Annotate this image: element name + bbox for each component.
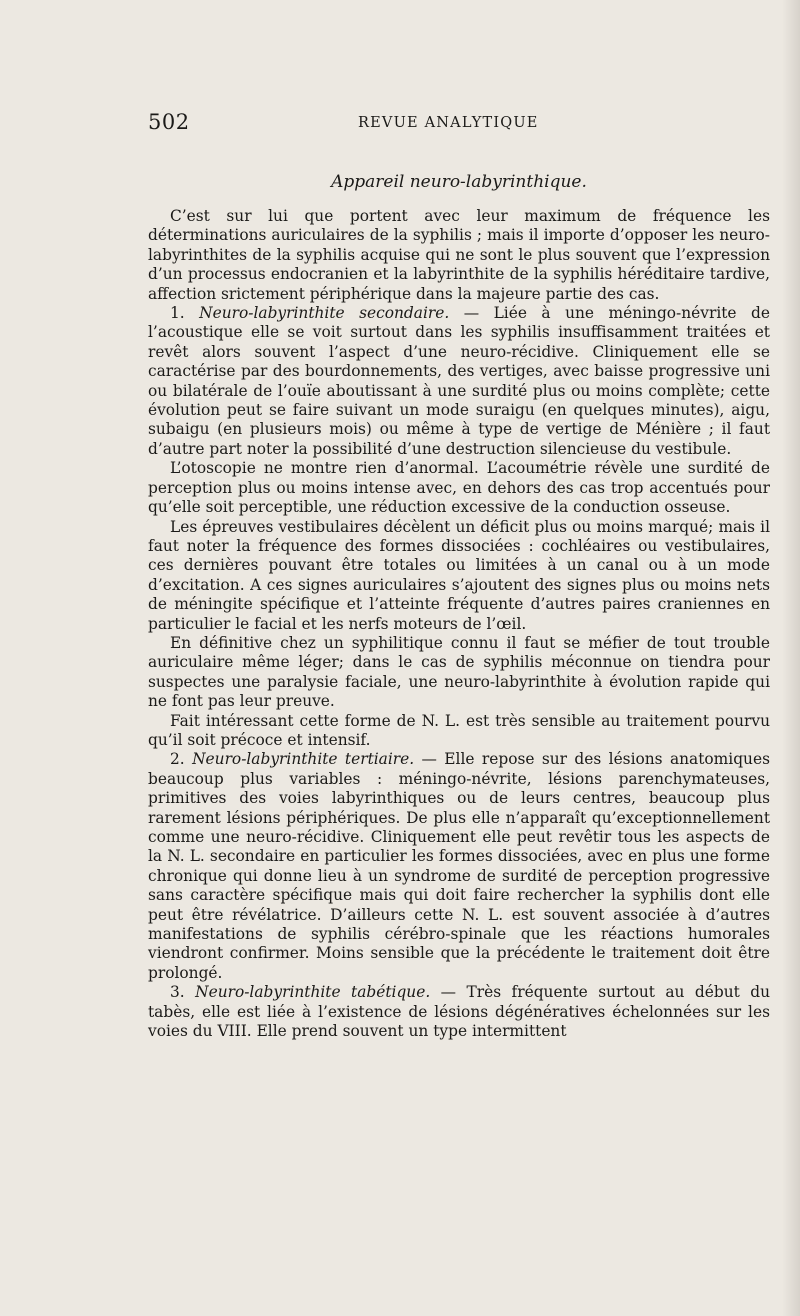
paragraph-text: — Elle repose sur des lésions anatomiques beaucoup plus variables : méningo-névrite, lésions parenchymateuses, primitives des voies labyrinthiques ou de leurs centres, beaucoup plus rarement lésions périphériques. De plus elle n’apparaît qu’exceptionnellement comme une neuro-récidive. Cliniquement elle peut revêtir tous les aspects de la N. L. secondaire en particulier les formes dissociées, avec en plus une forme chronique qui donne lieu à un syndrome de surdité de perception progressive sans caractère spécifique mais qui doit faire rechercher la syphilis dont elle peut être révélatrice. D’ailleurs cette N. L. est souvent associée à d’autres manifestations de syphilis cérébro-spinale que les réactions humorales viendront confirmer. Moins sensible que la précédente le traitement doit être prolongé. <box>148 750 770 982</box>
paragraph-text: — Très fréquente surtout au début du tabès, elle est liée à l’existence de lésions dégénératives échelonnées sur les voies du VIII. Elle prend souvent un type intermittent <box>148 983 770 1041</box>
paragraph-item-1 <box>148 304 770 459</box>
page-number: 502 <box>148 110 190 134</box>
paragraph-intro <box>148 207 770 304</box>
page-header <box>148 110 768 140</box>
paragraph-text: — Liée à une méningo-névrite de l’acoustique elle se voit surtout dans les syphilis insuffisamment traitées et revêt alors souvent l’aspect d’une neuro-récidive. Cliniquement elle se caractérise par des bourdonnements, des vertiges, avec baisse progressive uni ou bilatérale de l’ouïe aboutissant à une surdité plus ou moins complète; cette évolution peut se faire suivant un mode suraigu (en quelques minutes), aigu, subaigu (en plusieurs mois) ou même à type de vertige de Ménière ; il faut d’autre part noter la possibilité d’une destruction silencieuse du vestibule. <box>148 304 770 458</box>
paragraph-text: C’est sur lui que portent avec leur maximum de fréquence les déterminations auriculaires de la syphilis ; mais il importe d’opposer les neuro-labyrinthites de la syphilis acquise qui ne sont le plus souvent que l’expression d’un processus endocranien et la labyrinthite de la syphilis héréditaire tardive, affection srictement périphérique dans la majeure partie des cas. <box>148 207 770 303</box>
paragraph-text: En définitive chez un syphilitique connu il faut se méfier de tout trouble auriculaire même léger; dans le cas de syphilis méconnue on tiendra pour suspectes une paralysie faciale, une neuro-labyrinthite à évolution rapide qui ne font pas leur preuve. <box>148 633 770 711</box>
paragraph-fait <box>148 712 770 751</box>
item-heading: Neuro-labyrinthite tabétique. <box>195 983 431 1002</box>
paragraph-item-2 <box>148 750 770 983</box>
paragraph-text: Les épreuves vestibulaires décèlent un déficit plus ou moins marqué; mais il faut noter la fréquence des formes dissociées : cochléaires ou vestibulaires, ces dernières pouvant être totales ou limitées à un canal ou à un mode d’excitation. A ces signes auriculaires s’ajoutent des signes plus ou moins nets de méningite spécifique et l’atteinte fréquente d’autres paires craniennes en particulier le facial et les nerfs moteurs de l’œil. <box>148 517 770 633</box>
paragraph-text: Fait intéressant cette forme de N. L. est très sensible au traitement pourvu qu’il soit précoce et intensif. <box>148 711 770 749</box>
section-title: Appareil neuro-labyrinthique. <box>331 172 587 192</box>
item-heading: Neuro-labyrinthite tertiaire. <box>192 750 415 769</box>
body-text <box>148 207 770 1041</box>
paragraph-item-3 <box>148 983 770 1041</box>
paragraph-otoscopie <box>148 459 770 517</box>
paragraph-definitive <box>148 634 770 712</box>
item-number: 1. <box>170 304 185 323</box>
item-number: 3. <box>170 983 185 1002</box>
paragraph-epreuves <box>148 518 770 634</box>
item-number: 2. <box>170 750 185 769</box>
paragraph-text: L’otoscopie ne montre rien d’anormal. L’acoumétrie révèle une surdité de perception plus ou moins intense avec, en dehors des cas trop accentués pour qu’elle soit perceptible, une réduction excessive de la conduction osseuse. <box>148 459 770 517</box>
item-heading: Neuro-labyrinthite secondaire. <box>199 304 450 323</box>
running-title: REVUE ANALYTIQUE <box>358 115 539 131</box>
